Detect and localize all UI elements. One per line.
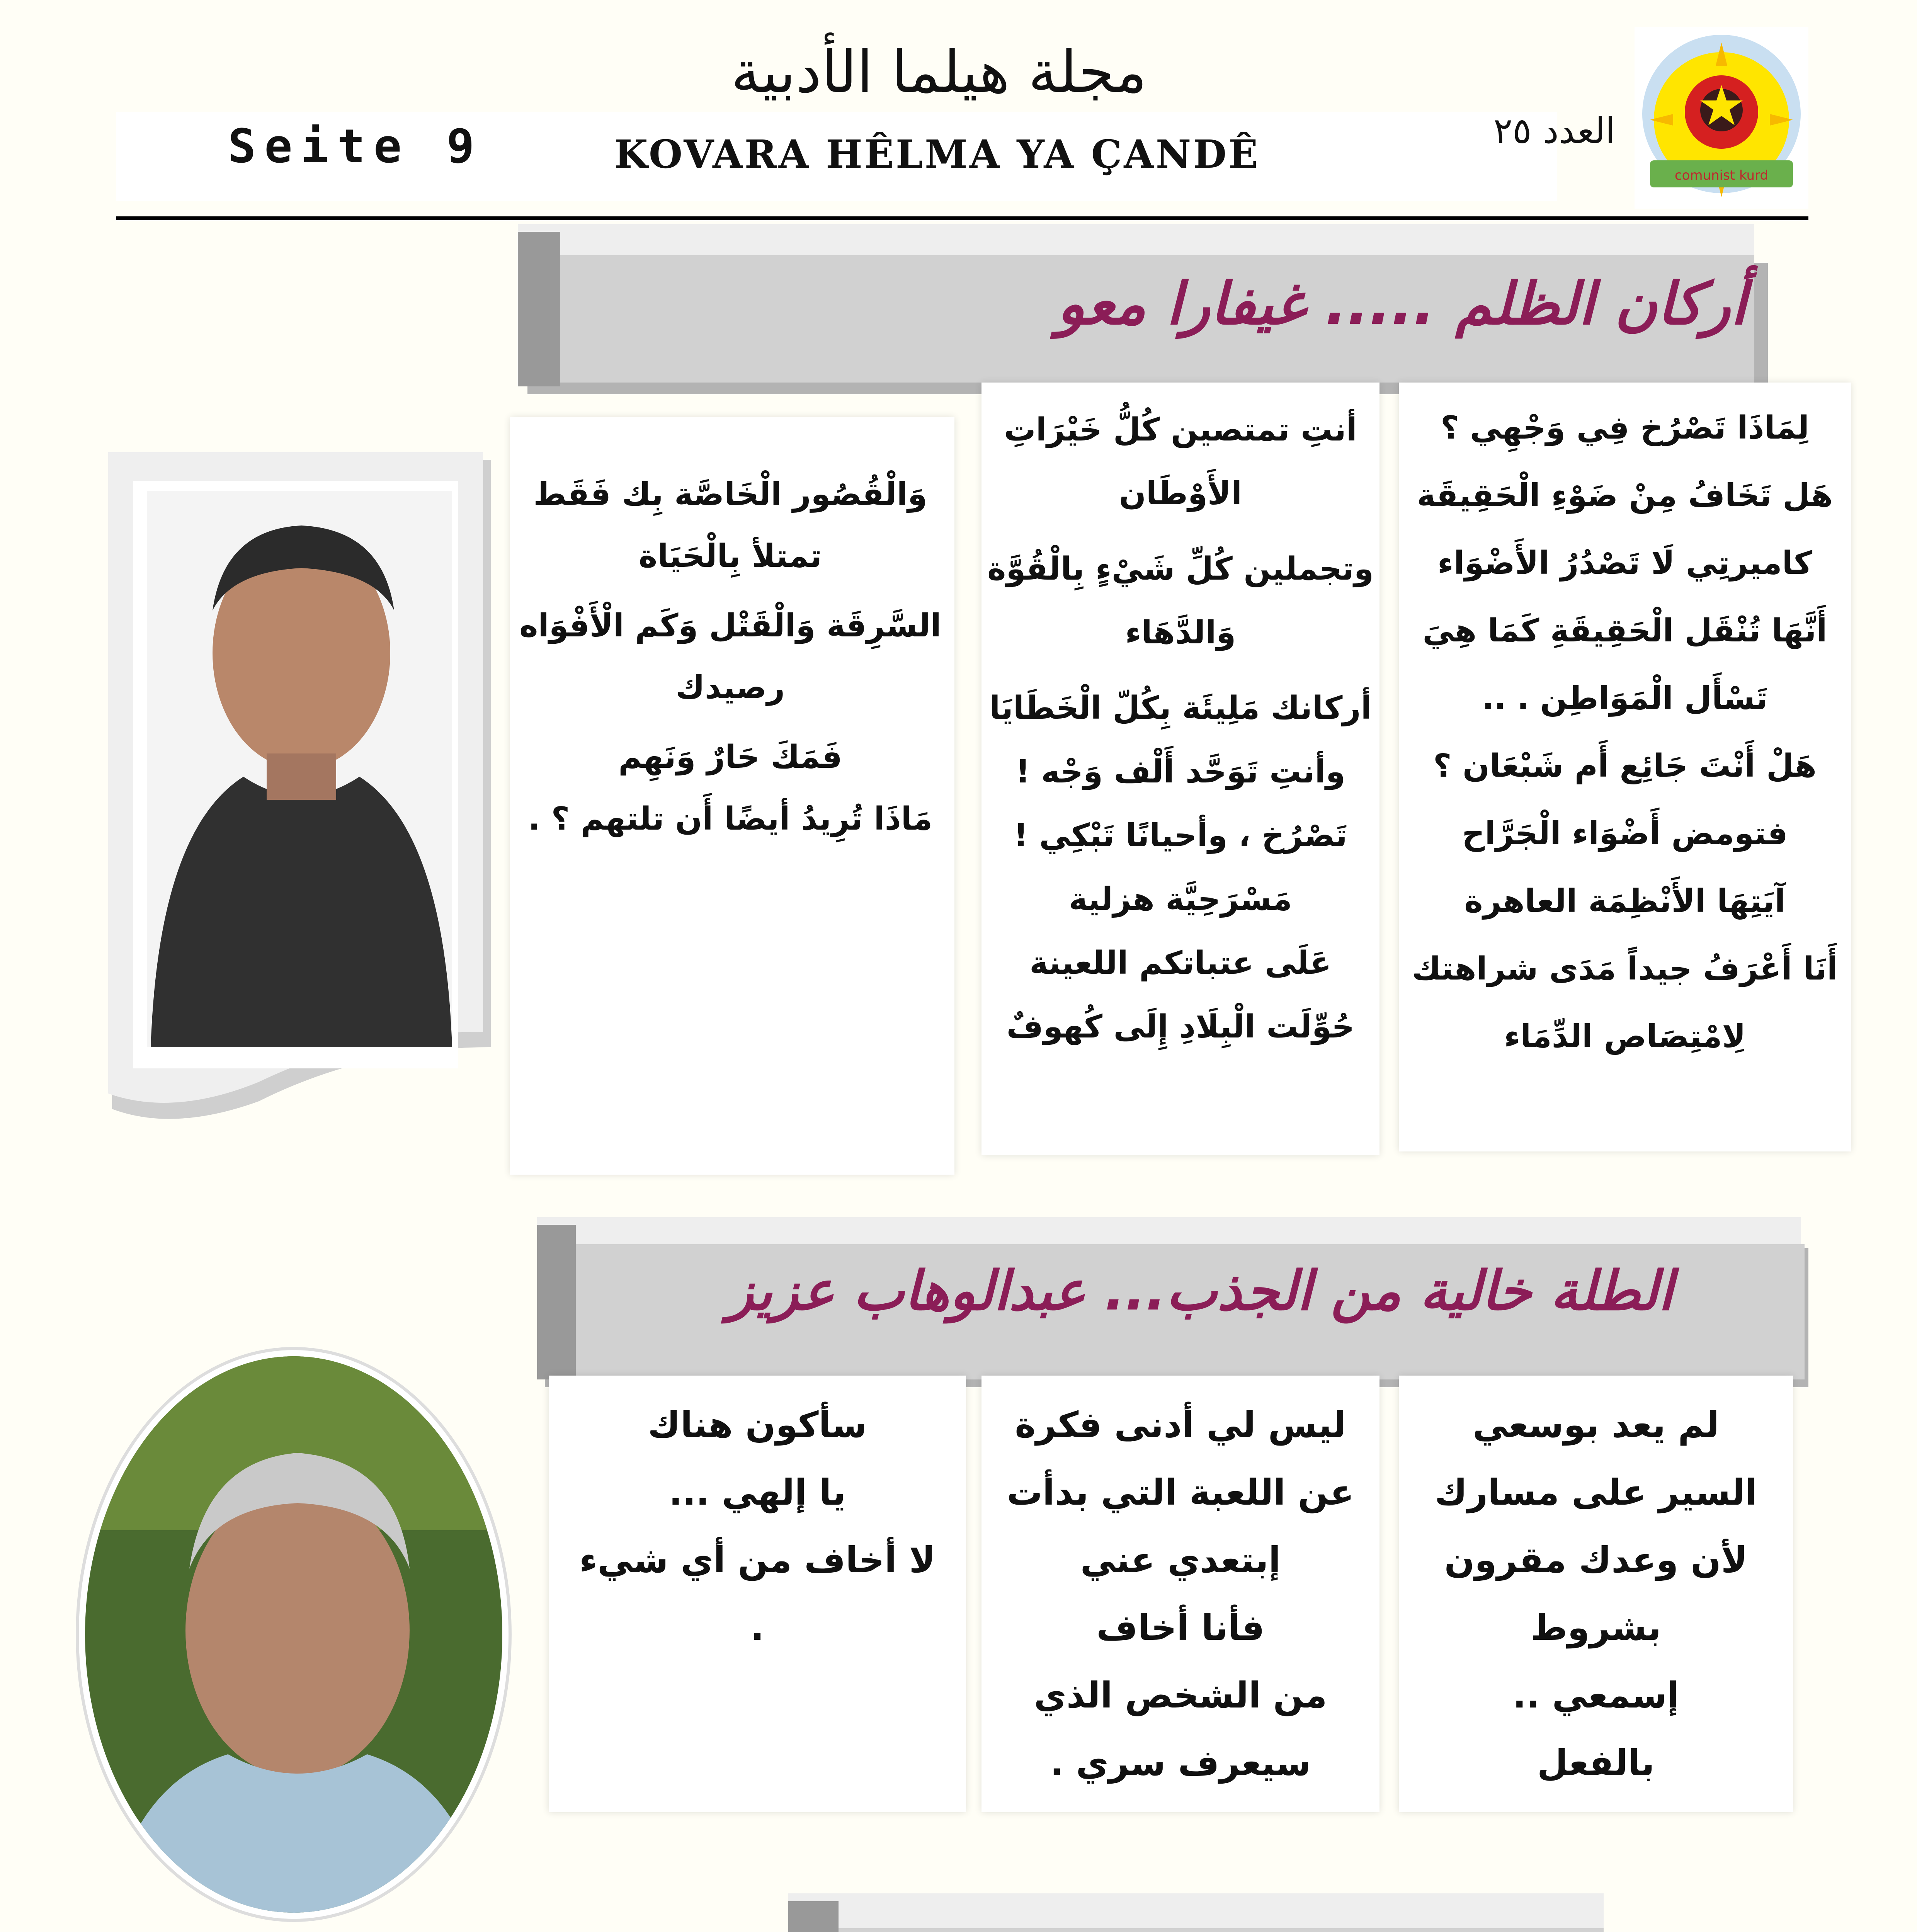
- poem-1-column-3: [514, 464, 947, 850]
- header-divider: [116, 216, 1808, 220]
- poem-line: لا أخاف من أي شيء: [579, 1539, 936, 1581]
- poem-line: السَّرِقَة وَالْقَتْل وَكَم الْأَفْوَاه رصيدك: [519, 607, 941, 706]
- banner-1-side: [518, 232, 560, 386]
- poem-line: لم يعد بوسعي: [1472, 1404, 1720, 1446]
- poem-line: إبتعدي عني: [1080, 1539, 1281, 1581]
- magazine-title-arabic: مجلة هيلما الأدبية: [731, 39, 1147, 106]
- poem-line: آيَتِهَا الأَنْظِمَة العاهرة: [1464, 883, 1786, 920]
- poem-line: لِمَاذَا تَصْرُخ فِي وَجْهِي ؟: [1440, 410, 1809, 446]
- banner-1-top: [518, 224, 1754, 259]
- poem-line: السير على مسارك: [1434, 1472, 1757, 1513]
- poem-line: .: [750, 1607, 764, 1648]
- banner-3: [839, 1928, 1604, 1932]
- author-2-photo-frame: [66, 1337, 522, 1932]
- logo: [1635, 27, 1808, 209]
- section-1-title: أركان الظلم ..... غيفارا معو: [1057, 270, 1747, 338]
- poem-1-column-2: [985, 398, 1376, 1059]
- poem-line: تَصْرُخ ، وأحيانًا تَبْكِي !: [1014, 817, 1347, 854]
- poem-line: هَل تَخَافُ مِنْ ضَوْءِ الْحَقِيقَة: [1417, 477, 1833, 514]
- poem-line: ليس لي أدنى فكرة: [1015, 1404, 1346, 1446]
- page-number: Seite 9: [228, 120, 483, 173]
- poem-2-column-1: [1403, 1391, 1789, 1797]
- author-1-photo: [97, 444, 506, 1132]
- poem-line: أَنَا أَعْرَفُ جيداً مَدَى شراهتك: [1412, 951, 1838, 987]
- poem-line: فأنا أخاف: [1096, 1607, 1265, 1648]
- poem-line: فَمَكَ حَارٌ وَنَهِم: [618, 739, 842, 776]
- poem-line: حُوِّلَت الْبِلَادِ إِلَى كُهوفٌ: [1006, 1009, 1355, 1045]
- poem-line: بشروط: [1530, 1607, 1662, 1648]
- poem-2-column-3: [553, 1391, 962, 1662]
- poem-line: مَسْرَحِيَّة هزلية: [1069, 881, 1292, 918]
- poem-line: عَلَى عتباتكم اللعينة: [1029, 945, 1332, 981]
- poem-line: مَاذَا تُرِيدُ أيضًا أَن تلتهم ؟ .: [528, 801, 933, 837]
- poem-line: بالفعل: [1537, 1742, 1655, 1784]
- poem-line: سأكون هناك: [648, 1404, 867, 1446]
- banner-3-top: [788, 1893, 1604, 1932]
- author-1-photo-frame: [97, 444, 506, 1132]
- poem-line: لأن وعدك مقرون: [1444, 1539, 1748, 1581]
- poem-line: وَالْقُصُور الْخَاصَّة بِك فَقَط تمتلأ بِالْحَيَاة: [533, 476, 927, 575]
- poem-1-column-1: [1403, 394, 1847, 1070]
- poem-line: من الشخص الذي: [1034, 1675, 1327, 1716]
- poem-line: فتومض أَضْوَاء الْجَرَّاح: [1462, 815, 1788, 852]
- banner-3-side: [788, 1901, 839, 1932]
- poem-2-column-2: [985, 1391, 1376, 1797]
- poem-line: أنتِ تمتصين كُلُّ خَيْرَاتِ الأَوْطَان: [1004, 412, 1357, 512]
- poem-line: أَنَّهَا تُنْقَل الْحَقِيقَةِ كَمَا هِيَ: [1422, 612, 1827, 649]
- poem-line: كاميرتِي لَا تَصْدُرُ الأَضْوَاء: [1437, 545, 1813, 582]
- logo-caption: comunist kurd: [1674, 168, 1769, 183]
- poem-line: أركانك مَلِيئَة بِكُلّ الْخَطَايَا: [989, 690, 1372, 726]
- poem-line: وأنتِ تَوَحَّد أَلْف وَجْه !: [1015, 753, 1345, 790]
- poem-line: إسمعي ..: [1512, 1675, 1679, 1716]
- author-2-photo: [66, 1337, 522, 1932]
- poem-line: عن اللعبة التي بدأت: [1007, 1472, 1354, 1513]
- issue-number: العدد ٢٥: [1493, 110, 1615, 151]
- logo-emblem-icon: [1635, 27, 1808, 209]
- poem-line: وتجملين كُلِّ شَيْءٍ بِالْقُوَّة وَالدَّهَاء: [987, 551, 1374, 651]
- poem-line: هَلْ أَنْتَ جَائِع أَم شَبْعَان ؟: [1433, 748, 1817, 784]
- poem-line: تَسْأَل الْمَوَاطِن . ..: [1482, 680, 1768, 717]
- poem-line: سيعرف سري .: [1050, 1742, 1311, 1784]
- banner-2-top: [537, 1217, 1801, 1248]
- section-2-title: الطلة خالية من الجذب... عبدالوهاب عزيز: [727, 1260, 1673, 1323]
- poem-line: يا إلهي ...: [669, 1472, 846, 1513]
- poem-line: لِامْتِصَاص الدِّمَاء: [1504, 1018, 1746, 1055]
- magazine-title-latin: KOVARA HÊLMA YA ÇANDÊ: [614, 131, 1260, 177]
